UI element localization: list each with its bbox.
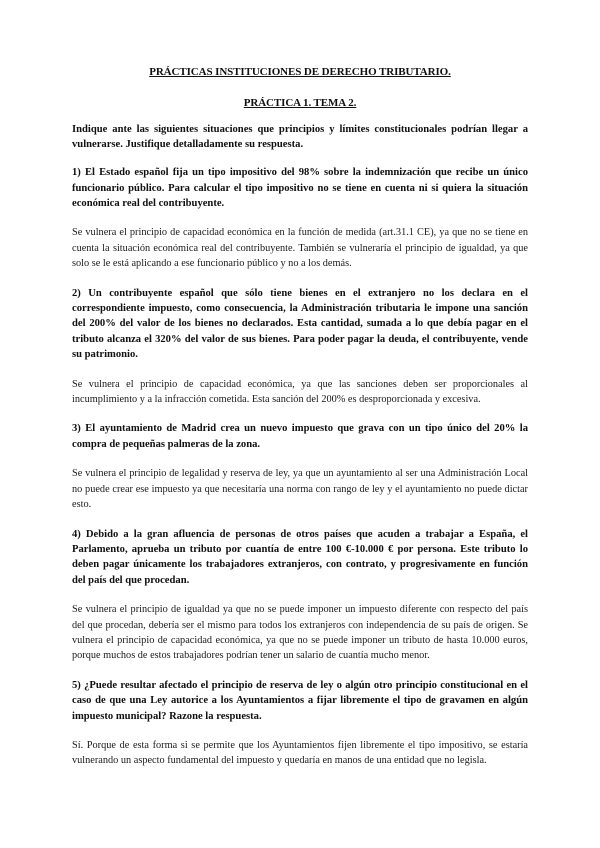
question-1: 1) El Estado español fija un tipo impositivo del 98% sobre la indemnización que recibe un único funcionario público. Para calcular el tipo impositivo no se tiene en cuenta ni si quiera la situación económica real del contribuyente. (72, 167, 528, 209)
answer-3: Se vulnera el principio de legalidad y reserva de ley, ya que un ayuntamiento al ser una Administración Local no puede crear ese impuesto ya que necesitaría una norma con rango de ley y el ayuntamiento no puede dictar esto. (72, 468, 528, 511)
question-5: 5) ¿Puede resultar afectado el principio de reserva de ley o algún otro principio constitucional en el caso de que una Ley autorice a los Ayuntamientos a fijar libremente el tipo de gravamen en algún impuesto municipal? Razone la respuesta. (72, 679, 528, 722)
document-subtitle: PRÁCTICA 1. TEMA 2. (243, 97, 357, 109)
answer-4: Se vulnera el principio de igualdad ya que no se puede imponer un impuesto diferente con respecto del país del que procedan, debería ser el mismo para todos los extranjeros con independencia de su país de origen. Se vulnera el principio de capacidad económica, ya que no se puede imponer un tributo de hasta 10.000 euros, porque muchos de estos trabajadores podrían tener un salario de cuantía mucho menor. (72, 604, 528, 662)
question-2: 2) Un contribuyente español que sólo tiene bienes en el extranjero no los declara en el correspondiente impuesto, como consecuencia, la Administración tributaria le impone una sanción del 200% del valor de los bienes no declarados. Esta cantidad, sumada a lo que debía pagar en el tributo alcanza el 320% del valor de sus bienes. Para poder pagar la deuda, el contribuyente, vende su patrimonio. (72, 287, 528, 361)
document-title: PRÁCTICAS INSTITUCIONES DE DERECHO TRIBUTARIO. (149, 66, 451, 78)
document-page (72, 58, 528, 769)
answer-1: Se vulnera el principio de capacidad económica en la función de medida (art.31.1 CE), ya que no se tiene en cuenta la situación económica real del contribuyente. También se vulneraría el principio de igualdad, ya que solo se le está aplicando a ese funcionario público y no a los demás. (72, 227, 528, 270)
answer-2: Se vulnera el principio de capacidad económica, ya que las sanciones deben ser proporcionales al incumplimiento y a la infracción cometida. Esta sanción del 200% es desproporcionada y excesiva. (72, 378, 528, 406)
instructions: Indique ante las siguientes situaciones que principios y límites constitucionales podrían llegar a vulnerarse. Justifique detalladamente su respuesta. (72, 124, 528, 150)
question-4: 4) Debido a la gran afluencia de personas de otros países que acuden a trabajar a España, el Parlamento, aprueba un tributo por cuantía de entre 100 €-10.000 € por persona. Este tributo lo deben pagar únicamente los trabajadores extranjeros, con contrato, y progresivamente en función del país del que procedan. (72, 528, 528, 586)
answer-5: Sí. Porque de esta forma si se permite que los Ayuntamientos fijen libremente el tipo impositivo, se estaría vulnerando un aspecto fundamental del impuesto y quedaría en manos de una entidad que no legisla. (72, 739, 528, 767)
question-3: 3) El ayuntamiento de Madrid crea un nuevo impuesto que grava con un tipo único del 20% la compra de pequeñas palmeras de la zona. (72, 423, 528, 450)
